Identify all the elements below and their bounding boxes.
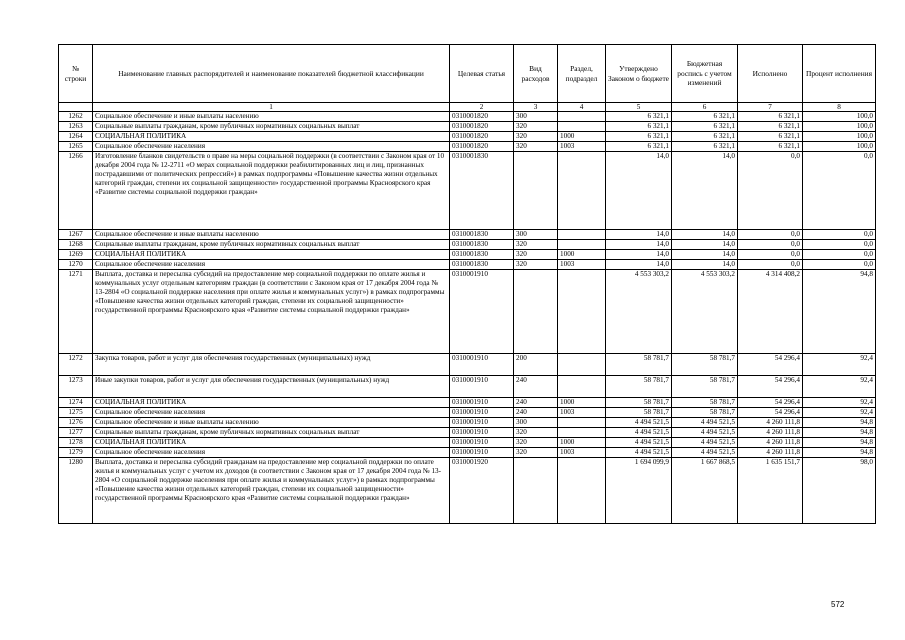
row-number-cell: 1275 [59, 408, 93, 418]
schedule-amount-cell: 14,0 [672, 260, 738, 270]
target-article-cell: 0310001910 [450, 354, 514, 376]
schedule-amount-cell: 6 321,1 [672, 122, 738, 132]
row-number-cell: 1272 [59, 354, 93, 376]
indicator-name-cell: Социальное обеспечение населения [93, 142, 450, 152]
schedule-amount-cell: 4 494 521,5 [672, 418, 738, 428]
execution-percent-cell: 92,4 [803, 398, 876, 408]
executed-amount-cell: 4 260 111,8 [738, 418, 803, 428]
section-cell: 1000 [558, 398, 606, 408]
section-cell [558, 270, 606, 354]
indicator-name-cell: СОЦИАЛЬНАЯ ПОЛИТИКА [93, 398, 450, 408]
approved-amount-cell: 4 553 303,2 [606, 270, 672, 354]
schedule-amount-cell: 6 321,1 [672, 132, 738, 142]
approved-amount-cell: 4 494 521,5 [606, 448, 672, 458]
approved-amount-cell: 4 494 521,5 [606, 418, 672, 428]
target-article-cell: 0310001910 [450, 376, 514, 398]
target-article-cell: 0310001830 [450, 240, 514, 250]
section-cell [558, 458, 606, 524]
row-number-cell: 1264 [59, 132, 93, 142]
executed-amount-cell: 6 321,1 [738, 132, 803, 142]
indicator-name-cell: Социальное обеспечение населения [93, 408, 450, 418]
expense-type-cell: 320 [514, 250, 558, 260]
target-article-cell: 0310001830 [450, 250, 514, 260]
schedule-amount-cell: 6 321,1 [672, 142, 738, 152]
column-number: 4 [558, 103, 606, 112]
approved-amount-cell: 58 781,7 [606, 376, 672, 398]
indicator-name-cell: Изготовление бланков свидетельств о праве на меры социальной поддержки (в соответствии с Законом края от 10 декабря 2004 года № 12-2711 «О мерах социальной поддержки реабилитированных лиц и лиц, признанных пострадавшими от политических репрессий») в рамках подпрограммы «Повышение качества жизни отдельных категорий граждан, степени их социальной защищенности» государственной программы Красноярского края «Развитие системы социальной поддержки граждан» [93, 152, 450, 230]
schedule-amount-cell: 58 781,7 [672, 398, 738, 408]
header-row-number: № строки [59, 45, 93, 103]
executed-amount-cell: 54 296,4 [738, 354, 803, 376]
expense-type-cell: 240 [514, 408, 558, 418]
row-number-cell: 1270 [59, 260, 93, 270]
execution-percent-cell: 0,0 [803, 230, 876, 240]
row-number-cell: 1277 [59, 428, 93, 438]
row-number-cell: 1271 [59, 270, 93, 354]
indicator-name-cell: Социальное обеспечение и иные выплаты населению [93, 230, 450, 240]
approved-amount-cell: 14,0 [606, 230, 672, 240]
approved-amount-cell: 4 494 521,5 [606, 428, 672, 438]
execution-percent-cell: 0,0 [803, 240, 876, 250]
executed-amount-cell: 0,0 [738, 260, 803, 270]
schedule-amount-cell: 14,0 [672, 230, 738, 240]
section-cell: 1000 [558, 250, 606, 260]
executed-amount-cell: 4 260 111,8 [738, 428, 803, 438]
header-approved: Утверждено Законом о бюджете [606, 45, 672, 103]
row-number-cell: 1274 [59, 398, 93, 408]
section-cell [558, 152, 606, 230]
row-number-cell: 1265 [59, 142, 93, 152]
executed-amount-cell: 0,0 [738, 152, 803, 230]
column-number: 7 [738, 103, 803, 112]
expense-type-cell: 320 [514, 438, 558, 448]
row-number-cell: 1263 [59, 122, 93, 132]
column-number: 2 [450, 103, 514, 112]
table-row [59, 270, 876, 354]
expense-type-cell: 320 [514, 142, 558, 152]
executed-amount-cell: 6 321,1 [738, 112, 803, 122]
table-row [59, 418, 876, 428]
approved-amount-cell: 1 694 099,9 [606, 458, 672, 524]
table-row [59, 152, 876, 230]
section-cell [558, 230, 606, 240]
section-cell: 1000 [558, 132, 606, 142]
section-cell: 1003 [558, 448, 606, 458]
table-row [59, 376, 876, 398]
indicator-name-cell: Социальные выплаты гражданам, кроме публичных нормативных социальных выплат [93, 240, 450, 250]
row-number-cell: 1276 [59, 418, 93, 428]
execution-percent-cell: 0,0 [803, 152, 876, 230]
execution-percent-cell: 100,0 [803, 122, 876, 132]
section-cell: 1003 [558, 142, 606, 152]
target-article-cell: 0310001910 [450, 408, 514, 418]
row-number-cell: 1278 [59, 438, 93, 448]
target-article-cell: 0310001910 [450, 428, 514, 438]
execution-percent-cell: 94,8 [803, 448, 876, 458]
executed-amount-cell: 6 321,1 [738, 142, 803, 152]
row-number-cell: 1266 [59, 152, 93, 230]
row-number-cell: 1280 [59, 458, 93, 524]
expense-type-cell: 240 [514, 398, 558, 408]
indicator-name-cell: Закупка товаров, работ и услуг для обеспечения государственных (муниципальных) нужд [93, 354, 450, 376]
row-number-cell: 1279 [59, 448, 93, 458]
approved-amount-cell: 6 321,1 [606, 142, 672, 152]
section-cell [558, 354, 606, 376]
expense-type-cell [514, 270, 558, 354]
target-article-cell: 0310001820 [450, 132, 514, 142]
executed-amount-cell: 4 260 111,8 [738, 438, 803, 448]
executed-amount-cell: 4 314 408,2 [738, 270, 803, 354]
execution-percent-cell: 94,8 [803, 270, 876, 354]
executed-amount-cell: 54 296,4 [738, 376, 803, 398]
target-article-cell: 0310001830 [450, 230, 514, 240]
indicator-name-cell: Социальные выплаты гражданам, кроме публичных нормативных социальных выплат [93, 428, 450, 438]
approved-amount-cell: 58 781,7 [606, 408, 672, 418]
header-section: Раздел, подраздел [558, 45, 606, 103]
schedule-amount-cell: 4 494 521,5 [672, 448, 738, 458]
executed-amount-cell: 0,0 [738, 230, 803, 240]
execution-percent-cell: 92,4 [803, 376, 876, 398]
indicator-name-cell: СОЦИАЛЬНАЯ ПОЛИТИКА [93, 250, 450, 260]
table-row [59, 142, 876, 152]
column-number: 6 [672, 103, 738, 112]
table-row [59, 448, 876, 458]
indicator-name-cell: Социальное обеспечение населения [93, 260, 450, 270]
section-cell [558, 376, 606, 398]
column-number: 8 [803, 103, 876, 112]
schedule-amount-cell: 4 494 521,5 [672, 438, 738, 448]
column-number: 3 [514, 103, 558, 112]
header-schedule: Бюджетная роспись с учетом изменений [672, 45, 738, 103]
row-number-cell: 1268 [59, 240, 93, 250]
indicator-name-cell: Социальное обеспечение и иные выплаты населению [93, 418, 450, 428]
executed-amount-cell: 54 296,4 [738, 408, 803, 418]
table-header-row [59, 45, 876, 103]
table-row [59, 458, 876, 524]
target-article-cell: 0310001920 [450, 458, 514, 524]
schedule-amount-cell: 4 494 521,5 [672, 428, 738, 438]
column-number [59, 103, 93, 112]
target-article-cell: 0310001830 [450, 152, 514, 230]
indicator-name-cell: Социальные выплаты гражданам, кроме публичных нормативных социальных выплат [93, 122, 450, 132]
target-article-cell: 0310001910 [450, 438, 514, 448]
section-cell [558, 240, 606, 250]
approved-amount-cell: 14,0 [606, 260, 672, 270]
indicator-name-cell: Выплата, доставка и пересылка субсидий гражданам на предоставление мер социальной поддержки по оплате жилья и коммунальных услуг с учетом их доходов (в соответствии с Законом края от 17 декабря 2004 года № 13-2804 «О социальной поддержке населения при оплате жилья и коммунальных услуг») в рамках подпрограммы «Повышение качества жизни отдельных категорий граждан, степени их социальной защищенности» государственной программы Красноярского края «Развитие системы социальной поддержки граждан» [93, 458, 450, 524]
section-cell [558, 122, 606, 132]
target-article-cell: 0310001830 [450, 260, 514, 270]
target-article-cell: 0310001820 [450, 142, 514, 152]
schedule-amount-cell: 6 321,1 [672, 112, 738, 122]
indicator-name-cell: Выплата, доставка и пересылка субсидий на предоставление мер социальной поддержки по оплате жилья и коммунальных услуг отдельным категориям граждан (в соответствии с Законом края от 17 декабря 2004 года № 13-2804 «О социальной поддержке населения при оплате жилья и коммунальных услуг») в рамках подпрограммы «Повышение качества жизни отдельных категорий граждан, степени их социальной защищенности» государственной программы Красноярского края «Развитие системы социальной поддержки граждан» [93, 270, 450, 354]
expense-type-cell [514, 458, 558, 524]
target-article-cell: 0310001910 [450, 418, 514, 428]
row-number-cell: 1262 [59, 112, 93, 122]
schedule-amount-cell: 58 781,7 [672, 354, 738, 376]
expense-type-cell: 320 [514, 260, 558, 270]
expense-type-cell: 200 [514, 354, 558, 376]
row-number-cell: 1269 [59, 250, 93, 260]
header-name: Наименование главных распорядителей и наименование показателей бюджетной классификации [93, 45, 450, 103]
approved-amount-cell: 58 781,7 [606, 398, 672, 408]
schedule-amount-cell: 1 667 868,5 [672, 458, 738, 524]
section-cell: 1003 [558, 260, 606, 270]
target-article-cell: 0310001820 [450, 112, 514, 122]
execution-percent-cell: 92,4 [803, 354, 876, 376]
expense-type-cell: 240 [514, 376, 558, 398]
approved-amount-cell: 6 321,1 [606, 122, 672, 132]
execution-percent-cell: 94,8 [803, 438, 876, 448]
approved-amount-cell: 14,0 [606, 152, 672, 230]
section-cell: 1000 [558, 438, 606, 448]
table-row [59, 438, 876, 448]
table-row [59, 354, 876, 376]
execution-percent-cell: 0,0 [803, 250, 876, 260]
table-row [59, 408, 876, 418]
target-article-cell: 0310001910 [450, 448, 514, 458]
indicator-name-cell: Социальное обеспечение и иные выплаты населению [93, 112, 450, 122]
execution-percent-cell: 100,0 [803, 142, 876, 152]
schedule-amount-cell: 58 781,7 [672, 376, 738, 398]
indicator-name-cell: Социальное обеспечение населения [93, 448, 450, 458]
indicator-name-cell: СОЦИАЛЬНАЯ ПОЛИТИКА [93, 438, 450, 448]
table-row [59, 398, 876, 408]
schedule-amount-cell: 14,0 [672, 240, 738, 250]
expense-type-cell: 320 [514, 122, 558, 132]
section-cell [558, 428, 606, 438]
target-article-cell: 0310001910 [450, 398, 514, 408]
budget-execution-table [58, 44, 876, 524]
table-row [59, 240, 876, 250]
schedule-amount-cell: 58 781,7 [672, 408, 738, 418]
column-number: 5 [606, 103, 672, 112]
schedule-amount-cell: 14,0 [672, 152, 738, 230]
expense-type-cell: 320 [514, 132, 558, 142]
table-row [59, 112, 876, 122]
executed-amount-cell: 1 635 151,7 [738, 458, 803, 524]
header-percent: Процент исполнения [803, 45, 876, 103]
table-row [59, 250, 876, 260]
approved-amount-cell: 6 321,1 [606, 132, 672, 142]
expense-type-cell: 300 [514, 230, 558, 240]
approved-amount-cell: 14,0 [606, 240, 672, 250]
executed-amount-cell: 6 321,1 [738, 122, 803, 132]
schedule-amount-cell: 4 553 303,2 [672, 270, 738, 354]
execution-percent-cell: 98,0 [803, 458, 876, 524]
expense-type-cell: 320 [514, 240, 558, 250]
expense-type-cell: 300 [514, 418, 558, 428]
executed-amount-cell: 4 260 111,8 [738, 448, 803, 458]
header-executed: Исполнено [738, 45, 803, 103]
executed-amount-cell: 0,0 [738, 250, 803, 260]
table-row [59, 122, 876, 132]
target-article-cell: 0310001910 [450, 270, 514, 354]
section-cell [558, 112, 606, 122]
page-number: 572 [831, 600, 845, 609]
header-expense-type: Вид расходов [514, 45, 558, 103]
approved-amount-cell: 14,0 [606, 250, 672, 260]
table-row [59, 230, 876, 240]
approved-amount-cell: 58 781,7 [606, 354, 672, 376]
column-number: 1 [93, 103, 450, 112]
column-numbering-row [59, 103, 876, 112]
executed-amount-cell: 0,0 [738, 240, 803, 250]
execution-percent-cell: 94,8 [803, 418, 876, 428]
approved-amount-cell: 4 494 521,5 [606, 438, 672, 448]
approved-amount-cell: 6 321,1 [606, 112, 672, 122]
execution-percent-cell: 100,0 [803, 112, 876, 122]
expense-type-cell: 320 [514, 448, 558, 458]
section-cell [558, 418, 606, 428]
schedule-amount-cell: 14,0 [672, 250, 738, 260]
execution-percent-cell: 92,4 [803, 408, 876, 418]
table-row [59, 428, 876, 438]
header-target-article: Целевая статья [450, 45, 514, 103]
execution-percent-cell: 0,0 [803, 260, 876, 270]
row-number-cell: 1267 [59, 230, 93, 240]
expense-type-cell: 300 [514, 112, 558, 122]
expense-type-cell [514, 152, 558, 230]
executed-amount-cell: 54 296,4 [738, 398, 803, 408]
expense-type-cell: 320 [514, 428, 558, 438]
section-cell: 1003 [558, 408, 606, 418]
execution-percent-cell: 100,0 [803, 132, 876, 142]
table-body [59, 112, 876, 524]
indicator-name-cell: СОЦИАЛЬНАЯ ПОЛИТИКА [93, 132, 450, 142]
indicator-name-cell: Иные закупки товаров, работ и услуг для обеспечения государственных (муниципальных) нужд [93, 376, 450, 398]
row-number-cell: 1273 [59, 376, 93, 398]
table-row [59, 260, 876, 270]
target-article-cell: 0310001820 [450, 122, 514, 132]
execution-percent-cell: 94,8 [803, 428, 876, 438]
table-row [59, 132, 876, 142]
